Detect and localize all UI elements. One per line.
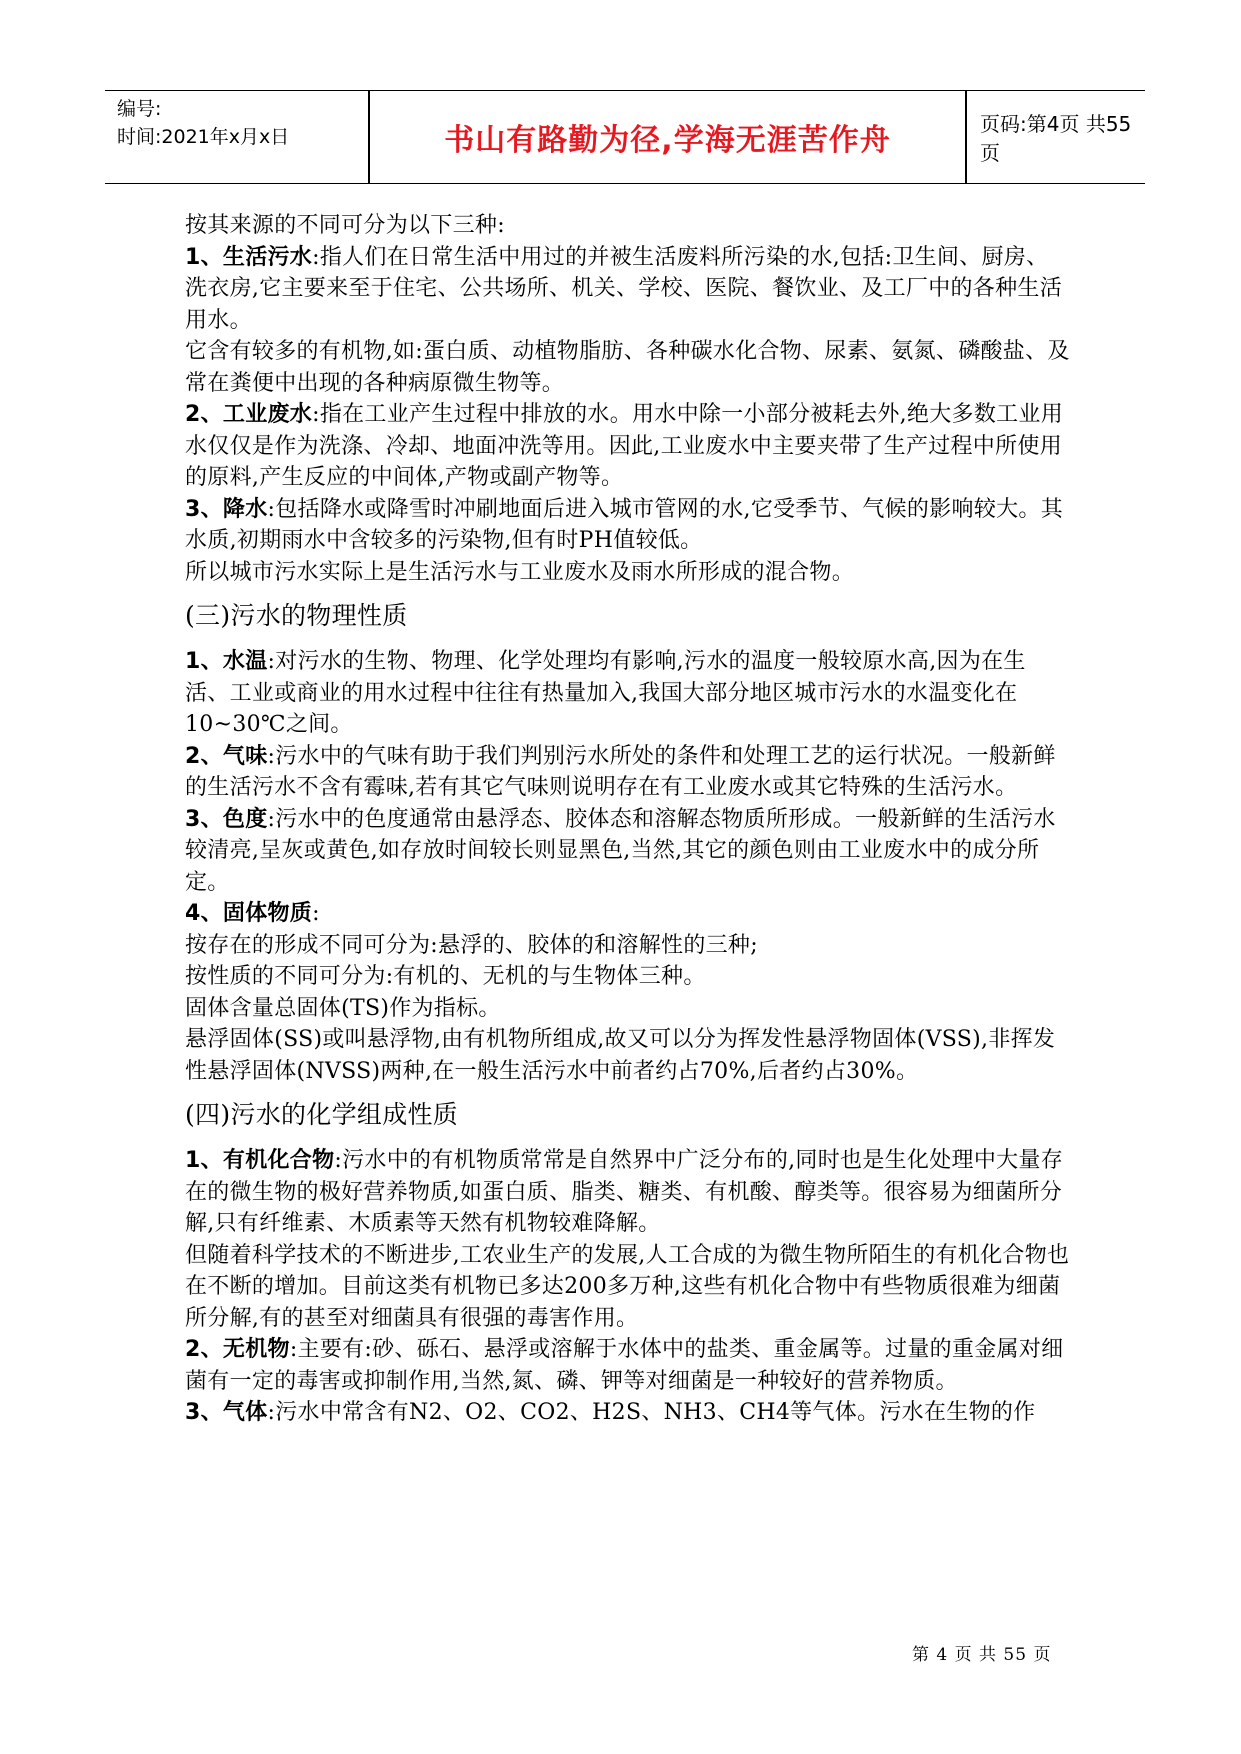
page-header xyxy=(105,90,1145,184)
header-meta xyxy=(117,95,357,151)
item-text: 按性质的不同可分为:有机的、无机的与生物体三种。 xyxy=(185,964,706,989)
item-title: 3、气体 xyxy=(185,1400,268,1425)
item-title: 2、气味 xyxy=(185,743,268,769)
item-text: 悬浮固体(SS)或叫悬浮物,由有机物所组成,故又可以分为挥发性悬浮物固体(VSS),非挥发性悬浮固体(NVSS)两种,在一般生活污水中前者约占70%,后者约占30%。 xyxy=(185,1027,1056,1084)
item-text: :污水中的气味有助于我们判别污水所处的条件和处理工艺的运行状况。一般新鲜的生活污水不含有霉味,若有其它气味则说明存在有工业废水或其它特殊的生活污水。 xyxy=(185,743,1056,800)
item-text: :污水中的有机物质常常是自然界中广泛分布的,同时也是生化处理中大量存在的微生物的极好营养物质,如蛋白质、脂类、糖类、有机酸、醇类等。很容易为细菌所分解,只有纤维素、木质素等天然有机物较难降解。 xyxy=(185,1148,1064,1236)
paragraph xyxy=(185,557,1070,589)
item-title: 1、水温 xyxy=(185,649,268,674)
paragraph xyxy=(185,399,1070,494)
header-divider xyxy=(965,91,967,183)
paragraph xyxy=(185,1145,1070,1240)
item-title: 2、工业废水 xyxy=(185,402,313,427)
paragraph xyxy=(185,930,1070,962)
document-body xyxy=(185,210,1070,1429)
header-page-info: 页码:第4页 共55页 xyxy=(980,112,1132,165)
item-text: 按存在的形成不同可分为:悬浮的、胶体的和溶解性的三种; xyxy=(185,932,758,958)
section-heading: (四)污水的化学组成性质 xyxy=(185,1100,459,1129)
paragraph xyxy=(185,1024,1070,1087)
item-title: 4、固体物质 xyxy=(185,901,313,926)
paragraph xyxy=(185,993,1070,1025)
section-heading: (三)污水的物理性质 xyxy=(185,601,408,630)
paragraph xyxy=(185,646,1070,741)
item-text: 它含有较多的有机物,如:蛋白质、动植物脂肪、各种碳水化合物、尿素、氨氮、磷酸盐、及常在粪便中出现的各种病原微生物等。 xyxy=(185,339,1070,396)
item-text: :指在工业产生过程中排放的水。用水中除一小部分被耗去外,绝大多数工业用水仅仅是作为洗涤、冷却、地面冲洗等用。因此,工业废水中主要夹带了生产过程中所使用的原料,产生反应的中间体,产物或副产物等。 xyxy=(185,402,1064,490)
paragraph xyxy=(185,741,1070,804)
header-motto: 书山有路勤为径,学海无涯苦作舟 xyxy=(444,123,891,158)
item-title: 2、无机物 xyxy=(185,1337,290,1362)
paragraph xyxy=(185,494,1070,557)
item-text: 固体含量总固体(TS)作为指标。 xyxy=(185,995,501,1021)
item-text: :对污水的生物、物理、化学处理均有影响,污水的温度一般较原水高,因为在生活、工业或商业的用水过程中往往有热量加入,我国大部分地区城市污水的水温变化在10~30℃之间。 xyxy=(185,649,1026,737)
document-number-label: 编号: xyxy=(117,98,162,120)
paragraph xyxy=(185,1334,1070,1397)
item-text: :污水中的色度通常由悬浮态、胶体态和溶解态物质所形成。一般新鲜的生活污水较清亮,呈灰或黄色,如存放时间较长则显黑色,当然,其它的颜色则由工业废水中的成分所定。 xyxy=(185,806,1056,895)
paragraph xyxy=(185,1397,1070,1429)
paragraph xyxy=(185,1240,1070,1335)
item-text: 但随着科学技术的不断进步,工农业生产的发展,人工合成的为微生物所陌生的有机化合物也在不断的增加。目前这类有机物已多达200多万种,这些有机化合物中有些物质很难为细菌所分解,有的甚至对细菌具有很强的毒害作用。 xyxy=(185,1242,1070,1331)
intro-paragraph: 按其来源的不同可分为以下三种: xyxy=(185,213,505,238)
paragraph xyxy=(185,898,1070,930)
item-text: :污水中常含有N2、O2、CO2、H2S、NH3、CH4等气体。污水在生物的作 xyxy=(267,1400,1036,1425)
item-text: : xyxy=(312,901,320,926)
paragraph xyxy=(185,804,1070,899)
item-title: 1、有机化合物 xyxy=(185,1148,335,1173)
item-title: 3、降水 xyxy=(185,496,268,522)
page-footer: 第 4 页 共 55 页 xyxy=(912,1645,1052,1665)
item-text: :指人们在日常生活中用过的并被生活废料所污染的水,包括:卫生间、厨房、洗衣房,它主要来至于住宅、公共场所、机关、学校、医院、餐饮业、及工厂中的各种生活用水。 xyxy=(185,244,1062,333)
item-title: 3、色度 xyxy=(185,806,268,832)
paragraph xyxy=(185,336,1070,399)
document-time-label: 时间:2021年x月x日 xyxy=(117,126,290,148)
item-text: :主要有:砂、砾石、悬浮或溶解于水体中的盐类、重金属等。过量的重金属对细菌有一定的毒害或抑制作用,当然,氮、磷、钾等对细菌是一种较好的营养物质。 xyxy=(185,1337,1064,1394)
item-title: 1、生活污水 xyxy=(185,244,313,270)
item-text: 所以城市污水实际上是生活污水与工业废水及雨水所形成的混合物。 xyxy=(185,559,855,585)
item-text: :包括降水或降雪时冲刷地面后进入城市管网的水,它受季节、气候的影响较大。其水质,初期雨水中含较多的污染物,但有时PH值较低。 xyxy=(185,496,1064,553)
paragraph xyxy=(185,961,1070,993)
paragraph xyxy=(185,242,1070,337)
